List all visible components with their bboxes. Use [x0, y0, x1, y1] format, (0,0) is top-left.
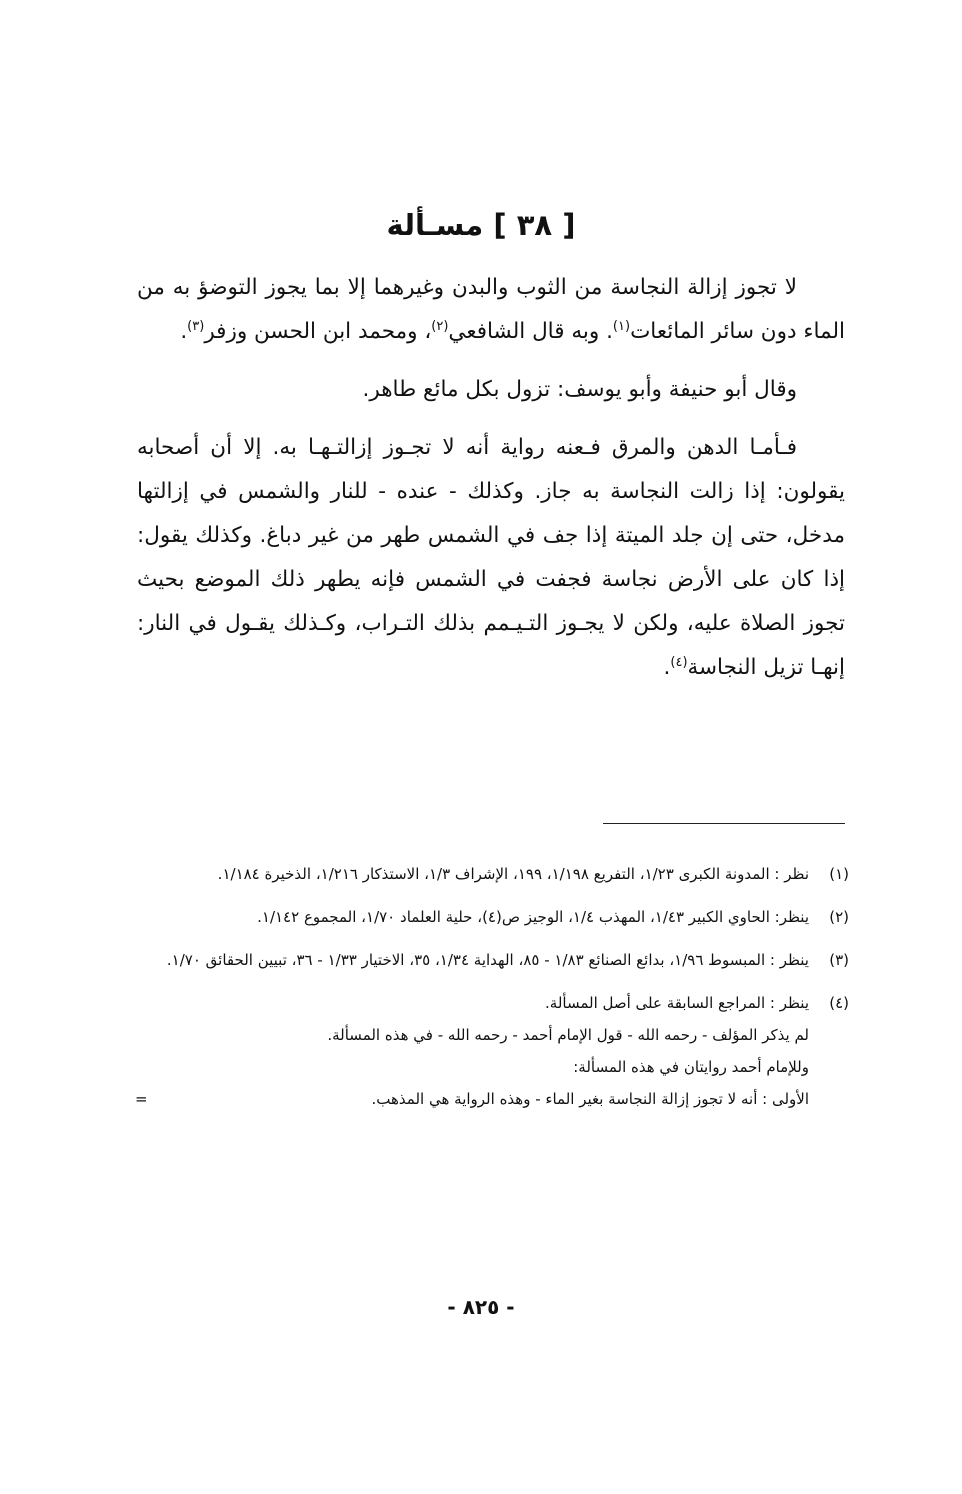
- paragraph-text: لا تجوز إزالة النجاسة من الثوب والبدن وغيرهما إلا بما يجوز التوضؤ به من الماء دون سائر المائعات: [137, 275, 845, 344]
- footnote-line: نظر : المدونة الكبرى ١/٢٣، التفريع ١/١٩٨، ١٩٩، الإشراف ١/٣، الاستذكار ١/٢١٦، الذخيرة ١/١٨٤.: [217, 865, 809, 883]
- footnote: [137, 987, 849, 1115]
- footnote-marker: (٢): [431, 318, 449, 334]
- paragraph: [137, 368, 845, 412]
- footnote-number: (١): [829, 865, 849, 883]
- paragraph-text: ، ومحمد ابن الحسن وزفر: [204, 319, 432, 344]
- footnote-line-text: الأولى : أنه لا تجوز إزالة النجاسة بغير الماء - وهذه الرواية هي المذهب.: [371, 1090, 809, 1108]
- footnote-text: [137, 944, 809, 976]
- footnote-line: ينظر : المبسوط ١/٩٦، بدائع الصنائع ١/٨٣ - ٨٥، الهداية ١/٣٤، ٣٥، الاختيار ١/٣٣ - ٣٦، تبيين الحقائق ١/٧٠.: [166, 951, 809, 969]
- footnote-line: لم يذكر المؤلف - رحمه الله - قول الإمام أحمد - رحمه الله - في هذه المسألة.: [327, 1026, 809, 1044]
- footnote-marker: (٤): [670, 654, 688, 670]
- footnote-number: (٤): [829, 994, 849, 1012]
- paragraph-text: .: [663, 655, 671, 680]
- paragraph: [137, 266, 845, 354]
- footnote-text: [137, 858, 809, 890]
- footnote-number: (٣): [829, 951, 849, 969]
- footnote-number: (٢): [829, 908, 849, 926]
- footnote-marker: (٣): [187, 318, 205, 334]
- page-title: [ ٣٨ ] مسـألة: [386, 208, 576, 242]
- footnote-line: ينظر : المراجع السابقة على أصل المسألة.: [545, 994, 809, 1012]
- footnote-separator: [603, 823, 845, 824]
- paragraph-text: فـأمـا الدهن والمرق فـعنه رواية أنه لا تجـوز إزالتـهـا به. إلا أن أصحابه يقولون: إذا زالت النجاسة به جاز. وكذلك - عنده - للنار والشمس في إزالتها مدخل، حتى إن جلد الميتة إذا جف في الشمس طهر من غير دباغ. وكذلك يقول: إذا كان على الأرض نجاسة فجفت في الشمس فإنه يطهر ذلك الموضع بحيث تجوز الصلاة عليه، ولكن لا يجـوز التـيـمم بذلك التـراب، وكـذلك يقـول في النار: إنهـا تزيل النجاسة: [137, 435, 845, 680]
- footnote-text: [137, 901, 809, 933]
- paragraph-text: .: [180, 319, 188, 344]
- footnote-line: ينظر: الحاوي الكبير ١/٤٣، المهذب ١/٤، الوجيز ص(٤)، حلية العلماد ١/٧٠، المجموع ١/١٤٢.: [257, 908, 809, 926]
- paragraph: [137, 426, 845, 690]
- footnotes: [137, 858, 849, 1126]
- footnote: [137, 858, 849, 890]
- main-text: [137, 266, 845, 704]
- footnote-marker: (١): [612, 318, 631, 334]
- footnote: [137, 901, 849, 933]
- footnote: [137, 944, 849, 976]
- paragraph-text: . وبه قال الشافعي: [448, 319, 613, 344]
- continuation-mark: =: [135, 1090, 148, 1108]
- footnote-text: [137, 987, 809, 1115]
- footnote-line: وللإمام أحمد روايتان في هذه المسألة:: [573, 1058, 809, 1076]
- paragraph-text: وقال أبو حنيفة وأبو يوسف: تزول بكل مائع طاهر.: [362, 377, 797, 402]
- footnote-line: [137, 1083, 809, 1115]
- page-number: - ٨٢٥ -: [447, 1295, 515, 1319]
